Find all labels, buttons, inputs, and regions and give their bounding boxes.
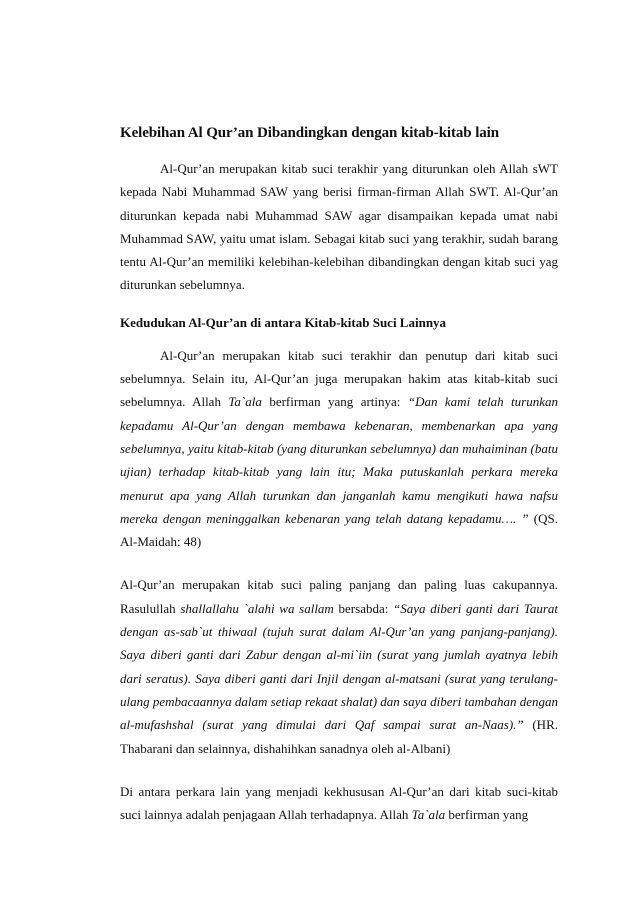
paragraph-text: Al-Qur’an merupakan kitab suci terakhir dan penutup dari kitab suci sebelumnya. Selain itu, Al-Qur’an juga merupakan hakim atas kitab-kitab suci sebelumnya. Allah bbox=[120, 347, 558, 410]
paragraph-text: bersabda: bbox=[333, 600, 394, 616]
quran-quote: “Dan kami telah turunkan kepadamu Al-Qur’an dengan membawa kebenaran, membenarkan apa yang sebelumnya, yaitu kitab-kitab (yang diturunkan sebelumnya) dan muhaiminan (batu ujian) terhadap kitab-kitab yang lain itu; Maka putuskanlah perkara mereka menurut apa yang Allah turunkan dan janganlah kamu mengikuti hawa nafsu mereka dengan meninggalkan kebenaran yang telah datang kepadamu…. ” bbox=[120, 394, 558, 526]
intro-paragraph: Al-Qur’an merupakan kitab suci terakhir yang diturunkan oleh Allah sWT kepada Nabi Muhammad SAW yang berisi firman-firman Allah SWT. Al-Qur’an diturunkan kepada nabi Muhammad SAW agar disampaikan kepada umat nabi Muhammad SAW, yaitu umat islam. Sebagai kitab suci yang terakhir, sudah barang tentu Al-Qur’an memiliki kelebihan-kelebihan dibandingkan dengan kitab suci yag diturunkan sebelumnya. bbox=[120, 161, 558, 293]
paragraph-text: Di antara perkara lain yang menjadi kekhususan Al-Qur’an dari kitab suci-kitab suci lainnya adalah penjagaan Allah terhadapnya. Allah bbox=[120, 783, 558, 823]
paragraph-panjang bbox=[120, 573, 558, 759]
document-page bbox=[120, 123, 558, 826]
paragraph-text: Al-Qur’an merupakan kitab suci paling panjang dan paling luas cakupannya. Rasulullah bbox=[120, 577, 558, 616]
paragraph-penjagaan bbox=[120, 780, 558, 827]
hadith-quote: “Saya diberi ganti dari Taurat dengan as-sab`ut thiwaal (tujuh surat dalam Al-Qur’an yang panjang-panjang). Saya diberi ganti dari Zabur dengan al-mi`iin (surat yang jumlah ayatnya lebih dari seratus). Saya diberi ganti dari Injil dengan al-matsani (surat yang terulang-ulang pembacaannya dalam setiap rekaat shalat) dan saya diberi tambahan dengan al-mufashshal (surat yang dimulai dari Qaf sampai surat an-Naas).” bbox=[120, 600, 559, 733]
italic-term: Ta`ala bbox=[411, 807, 446, 823]
paragraph-text: berfirman yang artinya: bbox=[261, 394, 408, 410]
italic-term: Ta`ala bbox=[228, 394, 262, 410]
citation: (HR. Thabarani dan selainnya, dishahihkan sanadnya oleh al-Albani) bbox=[120, 717, 558, 756]
document-title: Kelebihan Al Qur’an Dibandingkan dengan kitab-kitab lain bbox=[120, 125, 499, 141]
section-heading: Kedudukan Al-Qur’an di antara Kitab-kitab Suci Lainnya bbox=[120, 314, 447, 330]
paragraph-kedudukan bbox=[120, 344, 558, 554]
paragraph-text: berfirman yang bbox=[445, 807, 529, 823]
citation: (QS. Al-Maidah: 48) bbox=[120, 510, 558, 550]
italic-term: shallallahu `alahi wa sallam bbox=[180, 600, 334, 616]
